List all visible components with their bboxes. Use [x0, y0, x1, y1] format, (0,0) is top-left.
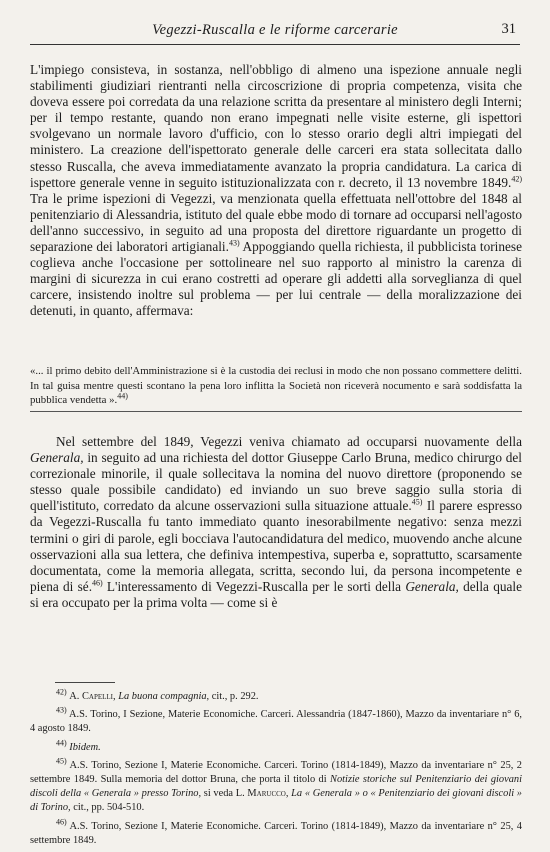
footnote-author: A. Capelli, — [69, 691, 116, 702]
quote-divider — [30, 411, 522, 412]
main-text-a: L'impiego consisteva, in sostanza, nell'obbligo di almeno una ispezione annuale negli stabilimenti giudiziari rientranti nella circoscrizione di propria competenza, visita che doveva essere poi corredata da una relazione scritta da presentare al ministero degli Interni; per il tempo restante, quando non erano impegnati nelle visite esterne, gli ispettori svolgevano un normale lavoro d'ufficio, con lo stesso orario degli altri impiegati del ministero. La creazione dell'ispettorato generale delle carceri era stata sollecitata dallo stesso Ruscalla, che aveva immediatamente avanzato la propria candidatura. La carica di ispettore generale venne in seguito istituzionalizzata con r. decreto, il 13 novembre 1849. — [30, 62, 522, 190]
note-ref-42: 42) — [511, 174, 522, 184]
footnote-44 — [30, 738, 522, 755]
footnote-title: La « Generala » o « Penitenziario dei giovani discoli » di Torino, — [30, 788, 523, 814]
footnote-divider — [55, 682, 115, 683]
footnote-42 — [30, 687, 522, 704]
generala-italic-2: Generala, — [405, 578, 459, 594]
note-ref-46: 46) — [92, 578, 103, 588]
footnote-text: Ibidem. — [69, 741, 101, 753]
second-paragraph — [30, 434, 522, 611]
second-text-d: L'interessamento di Vegezzi-Ruscalla per le sorti della — [102, 578, 406, 594]
second-text-b: in seguito ad una richiesta del dottor Giuseppe Carlo Bruna, medico chirurgo del correzionale minorile, il quale sollecitava la nomina del nuovo direttore (proponendo se stesso quale possibile candidato) ed inviando un suo breve saggio sulla storia di quell'istituto, corredato da alcune osservazioni sulla situazione attuale. — [30, 450, 522, 514]
footnote-title: La buona compagnia, — [118, 691, 210, 702]
footnote-text: A.S. Torino, I Sezione, Materie Economiche. Carceri. Alessandria (1847-1860), Mazzo da inventariare n° 6, 4 agosto 1849. — [30, 709, 522, 735]
footnote-45 — [30, 756, 523, 816]
footnote-number: 43) — [56, 705, 67, 715]
footnote-number: 45) — [56, 756, 67, 766]
footnote-46 — [30, 817, 522, 848]
footnote-text: cit., p. 292. — [209, 691, 259, 702]
page-header — [30, 18, 520, 45]
footnote-text: A.S. Torino, Sezione I, Materie Economiche. Carceri. Torino (1814-1849), Mazzo da inventariare n° 25, 2 settembre 1849. Sulla memoria del dottor Bruna, che porta il titolo di — [30, 759, 522, 786]
footnote-text: A.S. Torino, Sezione I, Materie Economiche. Carceri. Torino (1814-1849), Mazzo da inventariare n° 25, 4 settembre 1849. — [30, 820, 522, 846]
note-ref-44: 44) — [117, 391, 128, 401]
main-paragraph — [30, 62, 522, 320]
footnote-author: L. Marucco, — [235, 788, 289, 800]
note-ref-43: 43) — [228, 238, 240, 248]
footnote-43 — [30, 705, 522, 736]
main-text-c: Appoggiando quella richiesta, il pubblicista torinese coglieva anche l'occasione per sottolineare nel suo rapporto al ministro la carenza di margini di sicurezza in cui erano costretti ad operare gli addetti alla sorveglianza di quel carcere, insistendo inoltre sul problema — per lui centrale — della moralizzazione dei detenuti, in quanto, affermava: — [30, 239, 522, 319]
footnote-number: 46) — [56, 817, 67, 827]
footnote-title: Notizie storiche sul Penitenziario dei giovani discoli della « Generala » presso Torino, — [30, 774, 522, 800]
second-text-e: della quale si era occupato per la prima volta — come si è — [30, 578, 522, 610]
running-title: Vegezzi-Ruscalla e le riforme carcerarie — [152, 22, 398, 38]
second-text-a: Nel settembre del 1849, Vegezzi veniva chiamato ad occuparsi nuovamente della — [56, 434, 522, 449]
footnote-text: si veda — [201, 788, 236, 800]
footnote-text: cit., pp. 504-510. — [70, 802, 145, 814]
block-quote — [30, 364, 522, 408]
footnote-number: 44) — [56, 738, 67, 748]
main-text-b: Tra le prime ispezioni di Vegezzi, va menzionata quella effettuata nell'ottobre del 1848 al penitenziario di Alessandria, istituto del quale ebbe modo di tornare ad occuparsi nell'agosto dell'anno successivo, in seguito ad una proposta del direttore riguardante un progetto di separazione dei laboratori artigianali. — [30, 190, 522, 255]
note-ref-45: 45) — [411, 497, 423, 507]
footnotes — [30, 687, 523, 852]
footnote-number: 42) — [56, 687, 67, 697]
generala-italic-1: Generala, — [30, 450, 84, 466]
second-text-c: Il parere espresso da Vegezzi-Ruscalla fu tanto immediato quanto inesorabilmente negativo: senza mezzi termini o giri di parole, egli bocciava l'autocandidatura del medico, muovendo anche alcune osservazioni alla sua lettera, che definiva intempestiva, superba e, soprattutto, scarsamente documentata, come la memoria allegata, scritta, secondo lui, da persona incompetente e piena di sé. — [30, 498, 523, 594]
page-number: 31 — [501, 21, 516, 37]
quote-text: «... il primo debito dell'Amministrazione si è la custodia dei reclusi in modo che non possano commettere delitti. In tal guisa mentre questi scontano la pena loro inflitta la Società non riceverà nocumento e sarà soddisfatta la pubblica vendetta ». — [30, 365, 522, 406]
